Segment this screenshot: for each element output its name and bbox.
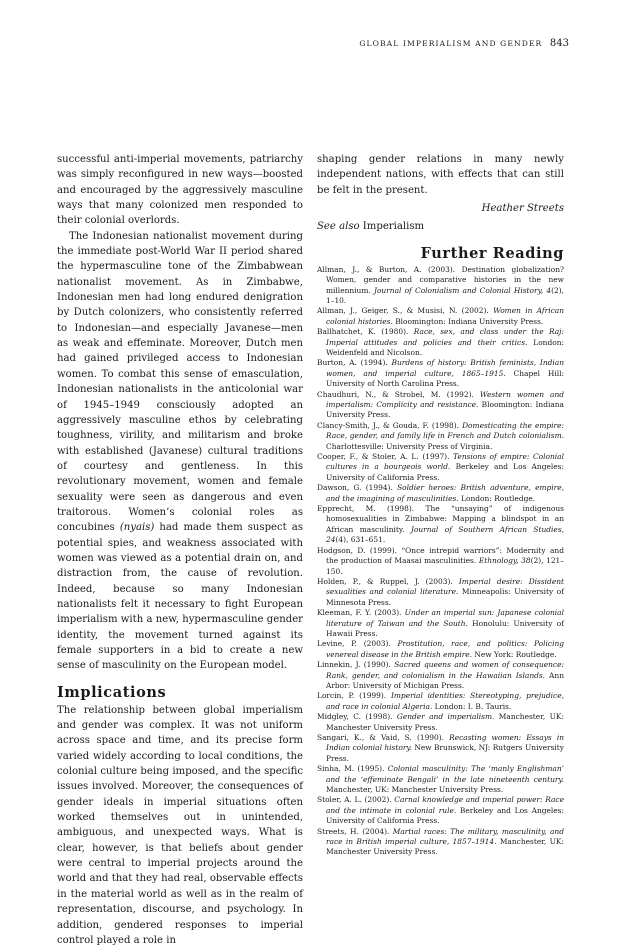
reference-pre: Ballhatchet, K. (1980). bbox=[317, 327, 414, 337]
reference-post: (2), 1–10. bbox=[326, 285, 564, 305]
reference-title: Western women and imperialism: Complicity and resistance. bbox=[326, 389, 564, 409]
reference-entry bbox=[317, 795, 564, 826]
author-signature: Heather Streets bbox=[481, 203, 564, 215]
reference-entry bbox=[317, 358, 564, 389]
see-also-link[interactable]: Imperialism bbox=[362, 221, 425, 233]
reference-pre: Cooper, F., & Stoler, A. L. (1997). bbox=[317, 452, 454, 462]
reference-entry bbox=[317, 483, 564, 504]
reference-pre: Allman, J., & Burton, A. (2003). Destination globalization? Women, gender and comparative histories in the new millennium. bbox=[317, 264, 564, 295]
reference-entry bbox=[317, 660, 564, 691]
reference-entry bbox=[317, 452, 564, 483]
reference-title: Recasting women: Essays in Indian colonial history. bbox=[326, 733, 564, 753]
reference-post: (4), 631–651. bbox=[335, 535, 386, 545]
reference-pre: Epprecht, M. (1998). The “unsaying” of indigenous homosexualities in Zimbabwe: Mapping a blindspot in an African masculinity. bbox=[317, 504, 564, 534]
reference-title: Domesticating the empire: Race, gender, and family life in French and Dutch colonialism. bbox=[326, 420, 564, 441]
reference-entry bbox=[317, 764, 564, 795]
reference-pre: Stoler, A. L. (2002). bbox=[317, 795, 395, 805]
reference-pre: Midgley, C. (1998). bbox=[317, 712, 397, 722]
reference-title: Carnal knowledge and imperial power: Race and the intimate in colonial rule. bbox=[326, 795, 564, 815]
reference-pre: Levine, P. (2003). bbox=[317, 639, 398, 649]
paragraph-implications: The relationship between global imperialism and gender was complex. It was not uniform across space and time, and its precise form varied widely according to local conditions, the colonial culture being imposed, and the specific issues involved. Moreover, the consequences of gender ideals in imperial situations often worked themselves out in unintended, ambiguous, and unexpected ways. What is clear, however, is that beliefs about gender were central to imperial projects around the world and that they had real, observable effects in the material world as well as in the realm of representation, discourse, and psychology. In addition, gendered responses to imperial control played a role in bbox=[57, 704, 303, 946]
reference-pre: Hodgson, D. (1999). “Once intrepid warriors”: Modernity and the production of Maasai masculinities. bbox=[317, 545, 564, 566]
reference-entry bbox=[317, 327, 564, 358]
further-reading-heading: Further Reading bbox=[420, 244, 564, 262]
reference-post: London: Routledge. bbox=[458, 493, 536, 503]
reference-title: Colonial masculinity: The ‘manly Englishman’ and the ‘effeminate Bengali’ in the late nineteenth century. bbox=[326, 764, 564, 784]
reference-entry bbox=[317, 421, 564, 452]
reference-pre: Kleeman, F. Y. (2003). bbox=[317, 608, 405, 618]
reference-title: Sacred queens and women of consequence: Rank, gender, and colonialism in the Hawaiian Islands. bbox=[326, 660, 565, 680]
see-also bbox=[317, 219, 564, 234]
reference-entry bbox=[317, 390, 564, 421]
reference-title: Tensions of empire: Colonial cultures in a bourgeois world. bbox=[326, 452, 564, 472]
reference-pre: Sangari, K., & Vaid, S. (1990). bbox=[317, 733, 450, 742]
paragraph-continued: successful anti-imperial movements, patriarchy was simply reconfigured in new ways—boosted and encouraged by the aggressively masculine ways that many colonized men responded to their colonial overlords. bbox=[57, 154, 303, 227]
reference-pre: Holden, P., & Ruppel, J. (2003). bbox=[317, 576, 459, 586]
reference-title: Gender and imperialism. bbox=[396, 712, 495, 722]
reference-pre: Sinha, M. (1995). bbox=[317, 764, 388, 774]
paragraph-indonesian-nationalism bbox=[57, 229, 303, 674]
paragraph-continued-right: shaping gender relations in many newly independent nations, with effects that can still be felt in the present. bbox=[317, 154, 564, 196]
reference-post: London: Weidenfeld and Nicolson. bbox=[326, 337, 564, 357]
reference-title: Women in African colonial histories. bbox=[326, 306, 564, 326]
paragraph-text: The Indonesian nationalist movement during the immediate post-World War II period shared the hypermasculine tone of the Zimbabwean nationalist movement. As in Zimbabwe, Indonesian men had long endured denigration by Dutch colonizers, who consistently referred to Indonesian—and especially Javanese—men as weak and effeminate. Moreover, Dutch men had gained privileged access to Indonesian women. To combat this sense of emasculation, Indonesian nationalists in the anticolonial war of 1945–1949 consciously adopted an aggressively masculine ethos by celebrating toughness, virility, and militarism and broke with established (Javanese) cultural traditions of courtesy and gentleness. In this revolutionary movement, women and female sexuality were seen as dangerous and even traitorous. Women’s colonial roles as concubines bbox=[57, 230, 303, 534]
reference-title: Burdens of history: British feminists, Indian women, and imperial culture, 1865–1915. bbox=[326, 358, 564, 378]
reference-title: Journal of Southern African Studies, 24 bbox=[326, 524, 565, 545]
reference-post: New York: Routledge. bbox=[472, 649, 557, 659]
reference-title: Martial races: The military, masculinity, and race in British imperial culture, 1857–1914. bbox=[326, 826, 564, 847]
reference-entry bbox=[317, 712, 564, 733]
section-heading-implications: Implications bbox=[57, 683, 167, 701]
reference-entry bbox=[317, 827, 564, 858]
reference-title: Prostitution, race, and politics: Policing venereal disease in the British empire. bbox=[326, 639, 564, 659]
reference-post: London: I. B. Tauris. bbox=[432, 701, 512, 711]
reference-title: Under an imperial sun: Japanese colonial literature of Taiwan and the South. bbox=[326, 608, 564, 628]
reference-post: Chapel Hill: University of North Carolina Press. bbox=[326, 368, 565, 389]
reference-entry bbox=[317, 639, 564, 660]
reference-pre: Lorcin, P. (1999). bbox=[317, 691, 391, 701]
reference-entry bbox=[317, 504, 564, 546]
reference-post: Minneapolis: University of Minnesota Press. bbox=[326, 587, 564, 607]
reference-title: Ethnology, 38 bbox=[478, 556, 531, 566]
reference-post: Manchester, UK: Manchester University Press. bbox=[326, 837, 564, 857]
reference-title: Imperial desire: Dissident sexualities and colonial literature. bbox=[326, 576, 564, 597]
reference-pre: Burton, A. (1994). bbox=[317, 358, 392, 368]
reference-post: Ann Arbor: University of Michigan Press. bbox=[326, 670, 564, 690]
reference-post: Manchester, UK: Manchester University Press. bbox=[326, 785, 504, 795]
page-number: 843 bbox=[549, 38, 569, 49]
reference-entry bbox=[317, 546, 564, 577]
reference-title: Imperial identities: Stereotyping, prejudice, and race in colonial Algeria. bbox=[326, 691, 564, 711]
reference-post: Berkeley and Los Angeles: University of California Press. bbox=[326, 805, 564, 826]
reference-pre: Clancy-Smith, J., & Gouda, F. (1998). bbox=[317, 420, 463, 430]
reference-pre: Chaudhuri, N., & Strobel, M. (1992). bbox=[317, 389, 480, 399]
reference-pre: Dawson, G. (1994). bbox=[317, 483, 398, 493]
reference-pre: Streets, H. (2004). bbox=[317, 826, 393, 836]
reference-list bbox=[317, 265, 564, 858]
reference-post: Charlottesville: University Press of Virginia. bbox=[326, 441, 493, 451]
reference-entry bbox=[317, 265, 564, 307]
running-title: GLOBAL IMPERIALISM AND GENDER bbox=[359, 39, 543, 48]
reference-post: Manchester, UK: Manchester University Press. bbox=[326, 712, 564, 732]
reference-title: Race, sex, and class under the Raj: Imperial attitudes and policies and their critics. bbox=[326, 327, 564, 347]
paragraph-text-end: had made them suspect as potential spies, and weakness associated with women was viewed as a potential drain on, and distraction from, the cause of revolution. Indeed, because so many Indonesian nationalists felt it necessary to fight European imperialism with a new, hypermasculine gender identity, the movement turned against its female supporters in a bid to create a new sense of masculinity on the European model. bbox=[57, 522, 304, 672]
reference-post: New Brunswick, NJ: Rutgers University Press. bbox=[326, 743, 564, 763]
reference-entry bbox=[317, 608, 564, 639]
reference-pre: Allman, J., Geiger, S., & Musisi, N. (2002). bbox=[317, 306, 494, 316]
reference-entry bbox=[317, 691, 564, 712]
reference-post: Bloomington: Indiana University Press. bbox=[392, 316, 544, 326]
left-column bbox=[57, 152, 303, 948]
reference-entry bbox=[317, 733, 564, 764]
right-column bbox=[317, 152, 564, 858]
reference-entry bbox=[317, 306, 564, 327]
reference-entry bbox=[317, 577, 564, 608]
reference-post: Berkeley and Los Angeles: University of California Press. bbox=[326, 462, 564, 482]
nyais-term: (nyais) bbox=[119, 522, 155, 534]
reference-title: Soldier heroes: British adventure, empire, and the imagining of masculinities. bbox=[326, 483, 564, 503]
running-header bbox=[359, 38, 569, 49]
see-also-label: See also bbox=[317, 221, 360, 233]
reference-pre: Linnekin, J. (1990). bbox=[317, 660, 395, 670]
reference-post: Bloomington: Indiana University Press. bbox=[326, 400, 564, 420]
reference-post: Honolulu: University of Hawaii Press. bbox=[326, 618, 564, 638]
reference-title: Journal of Colonialism and Colonial History, 4 bbox=[373, 285, 552, 295]
reference-post: (2), 121–150. bbox=[326, 556, 564, 576]
